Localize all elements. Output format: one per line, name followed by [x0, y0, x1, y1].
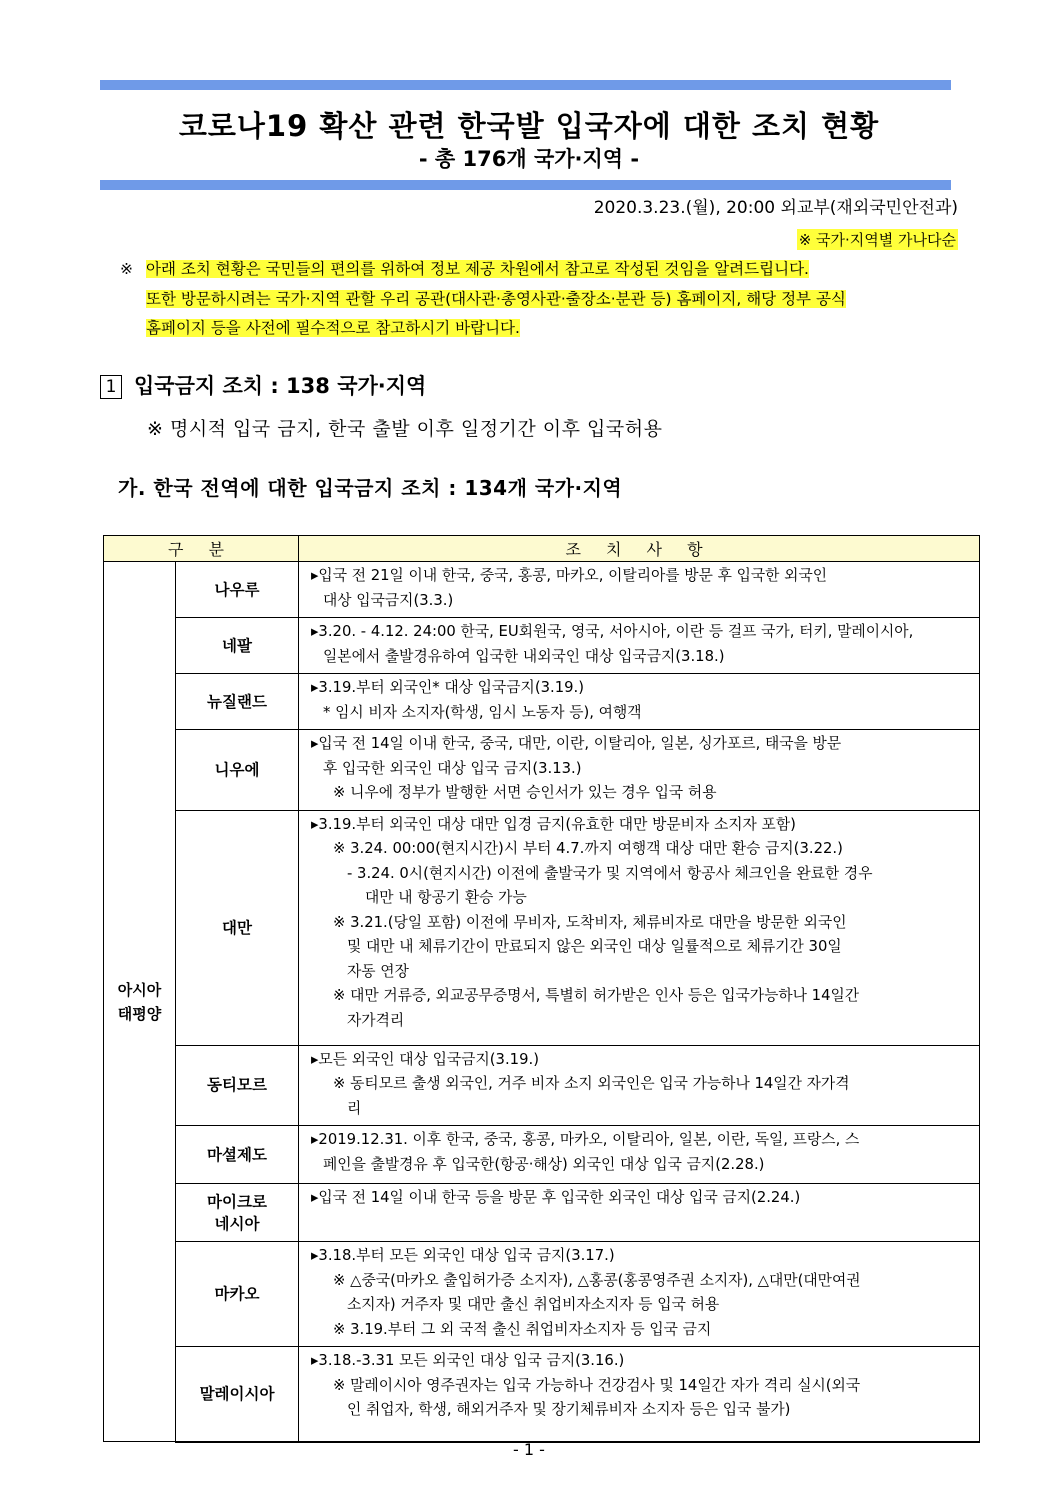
country-cell — [176, 562, 299, 618]
country-cell — [176, 1184, 299, 1242]
notice — [120, 255, 960, 344]
measure-line: ※ △중국(마카오 출입허가증 소지자), △홍콩(홍콩영주권 소지자), △대만(대만여권 — [333, 1271, 861, 1289]
measure-line: ※ 말레이시아 영주권자는 입국 가능하나 건강검사 및 14일간 자가 격리 실시(외국 — [333, 1376, 861, 1394]
sort-note: ※ 국가·지역별 가나다순 — [798, 231, 956, 249]
measure-line: ※ 대만 거류증, 외교공무증명서, 특별히 허가받은 인사 등은 입국가능하나 14일간 — [333, 987, 860, 1004]
page-number: - 1 - — [513, 1440, 545, 1459]
notice-line: 홈페이지 등을 사전에 필수적으로 참고하시기 바랍니다. — [146, 319, 520, 337]
measure-cell — [299, 1126, 980, 1184]
measure-line: 후 입국한 외국인 대상 입국 금지(3.13.) — [323, 759, 582, 777]
measure-line: ▸3.18.부터 모든 외국인 대상 입국 금지(3.17.) — [311, 1247, 615, 1264]
notice-mark: ※ — [120, 260, 133, 278]
measure-line: 대만 내 항공기 환승 가능 — [365, 889, 527, 906]
measure-line: ▸3.19.부터 외국인 대상 대만 입경 금지(유효한 대만 방문비자 소지자 포함) — [311, 815, 796, 833]
measure-cell — [299, 618, 980, 674]
table-row — [104, 1045, 980, 1126]
country-cell — [176, 1242, 299, 1347]
country-cell — [176, 1126, 299, 1184]
table-row — [104, 562, 980, 618]
country-name: 네시아 — [214, 1214, 260, 1233]
measure-line: 리 — [347, 1099, 362, 1117]
country-cell — [176, 1045, 299, 1126]
measure-line: 자동 연장 — [347, 962, 409, 980]
measures-table — [103, 535, 980, 1443]
measure-line: 페인을 출발경유 후 입국한(항공·해상) 외국인 대상 입국 금지(2.28.) — [323, 1155, 765, 1173]
measure-line: ※ 3.24. 00:00(현지시간)시 부터 4.7.까지 여행객 대상 대만 환승 금지(3.22.) — [333, 840, 843, 857]
measure-cell — [299, 1184, 980, 1242]
section-title: 입국금지 조치 : 138 국가·지역 — [134, 374, 427, 398]
measure-line: ※ 니우에 정부가 발행한 서면 승인서가 있는 경우 입국 허용 — [333, 784, 717, 801]
measure-cell — [299, 674, 980, 730]
measure-line: 인 취업자, 학생, 해외거주자 및 장기체류비자 소지자 등은 입국 불가) — [347, 1401, 791, 1418]
country-name: 네팔 — [222, 636, 252, 655]
measure-line: ※ 동티모르 출생 외국인, 거주 비자 소지 외국인은 입국 가능하나 14일간 자가격 — [333, 1075, 850, 1092]
country-name: 뉴질랜드 — [207, 692, 267, 711]
section-number: 1 — [100, 375, 122, 399]
country-name: 동티모르 — [207, 1076, 267, 1095]
table-row — [104, 674, 980, 730]
measure-line: - 3.24. 0시(현지시간) 이전에 출발국가 및 지역에서 항공사 체크인을 완료한 경우 — [347, 864, 873, 882]
country-cell — [176, 810, 299, 1045]
measure-cell — [299, 562, 980, 618]
region-label: 아시아 — [117, 980, 162, 999]
country-name: 니우에 — [214, 760, 260, 779]
measure-line: ▸입국 전 14일 이내 한국 등을 방문 후 입국한 외국인 대상 입국 금지(2.24.) — [311, 1189, 801, 1206]
measure-cell — [299, 1045, 980, 1126]
country-cell — [176, 618, 299, 674]
country-name: 마카오 — [214, 1285, 260, 1303]
measure-line: ▸모든 외국인 대상 입국금지(3.19.) — [311, 1050, 539, 1068]
notice-line: 또한 방문하시려는 국가·지역 관할 우리 공관(대사관·총영사관·출장소·분관 등) 홈페이지, 해당 정부 공식 — [146, 289, 846, 308]
page-title: 코로나19 확산 관련 한국발 입국자에 대한 조치 현황 — [178, 109, 880, 143]
country-name: 마셜제도 — [207, 1145, 267, 1164]
country-name: 말레이시아 — [199, 1384, 275, 1403]
measure-line: ▸3.18.-3.31 모든 외국인 대상 입국 금지(3.16.) — [311, 1352, 625, 1369]
measure-line: ▸3.19.부터 외국인* 대상 입국금지(3.19.) — [311, 679, 585, 696]
page-subtitle: - 총 176개 국가·지역 - — [418, 147, 640, 171]
subsection-a-heading: 가. 한국 전역에 대한 입국금지 조치 : 134개 국가·지역 — [118, 476, 623, 500]
measure-line: ※ 3.19.부터 그 외 국적 출신 취업비자소지자 등 입국 금지 — [333, 1320, 712, 1338]
measure-line: ▸입국 전 14일 이내 한국, 중국, 대만, 이란, 이탈리아, 일본, 싱가포르, 태국을 방문 — [311, 735, 842, 752]
country-cell — [176, 1347, 299, 1442]
table-row — [104, 810, 980, 1045]
measure-cell — [299, 730, 980, 811]
measure-cell — [299, 1242, 980, 1347]
country-name: 마이크로 — [207, 1192, 267, 1211]
measure-line: ▸3.20. - 4.12. 24:00 한국, EU회원국, 영국, 서아시아, 이란 등 걸프 국가, 터키, 말레이시아, — [311, 623, 914, 640]
notice-line: 아래 조치 현황은 국민들의 편의를 위하여 정보 제공 차원에서 참고로 작성된 것임을 알려드립니다. — [146, 260, 809, 278]
table-row — [104, 730, 980, 811]
header-measures: 조 치 사 항 — [299, 536, 980, 562]
table-row — [104, 1242, 980, 1347]
measure-cell — [299, 1347, 980, 1442]
table-body — [104, 562, 980, 1442]
measure-line: 대상 입국금지(3.3.) — [323, 591, 454, 609]
country-name: 대만 — [222, 918, 252, 937]
measure-line: 소지자) 거주자 및 대만 출신 취업비자소지자 등 입국 허용 — [347, 1296, 720, 1313]
section-1-heading — [100, 370, 426, 400]
table-row — [104, 1126, 980, 1184]
table-row — [104, 618, 980, 674]
measure-line: 자가격리 — [347, 1011, 405, 1029]
measure-line: * 임시 비자 소지자(학생, 임시 노동자 등), 여행객 — [323, 703, 642, 721]
title-rule-bottom — [100, 180, 951, 190]
country-name: 나우루 — [214, 580, 260, 599]
measure-line: ▸2019.12.31. 이후 한국, 중국, 홍콩, 마카오, 이탈리아, 일본, 이란, 독일, 프랑스, 스 — [311, 1131, 860, 1148]
section-1-note: ※ 명시적 입국 금지, 한국 출발 이후 일정기간 이후 입국허용 — [147, 418, 663, 440]
header-category: 구 분 — [104, 536, 299, 562]
measure-line: ※ 3.21.(당일 포함) 이전에 무비자, 도착비자, 체류비자로 대만을 방문한 외국인 — [333, 913, 847, 931]
table-row — [104, 1184, 980, 1242]
title-rule-top — [100, 80, 951, 90]
measure-line: ▸입국 전 21일 이내 한국, 중국, 홍콩, 마카오, 이탈리아를 방문 후 입국한 외국인 — [311, 567, 828, 584]
region-label: 태평양 — [117, 1004, 162, 1023]
table-header-row — [104, 536, 980, 562]
country-cell — [176, 730, 299, 811]
table-row — [104, 1347, 980, 1442]
notice-text — [146, 255, 960, 344]
region-cell — [104, 562, 176, 1442]
measure-cell — [299, 810, 980, 1045]
dateline: 2020.3.23.(월), 20:00 외교부(재외국민안전과) — [593, 198, 958, 218]
measure-line: 및 대만 내 체류기간이 만료되지 않은 외국인 대상 일률적으로 체류기간 30일 — [347, 938, 842, 955]
measure-line: 일본에서 출발경유하여 입국한 내외국인 대상 입국금지(3.18.) — [323, 647, 725, 665]
country-cell — [176, 674, 299, 730]
